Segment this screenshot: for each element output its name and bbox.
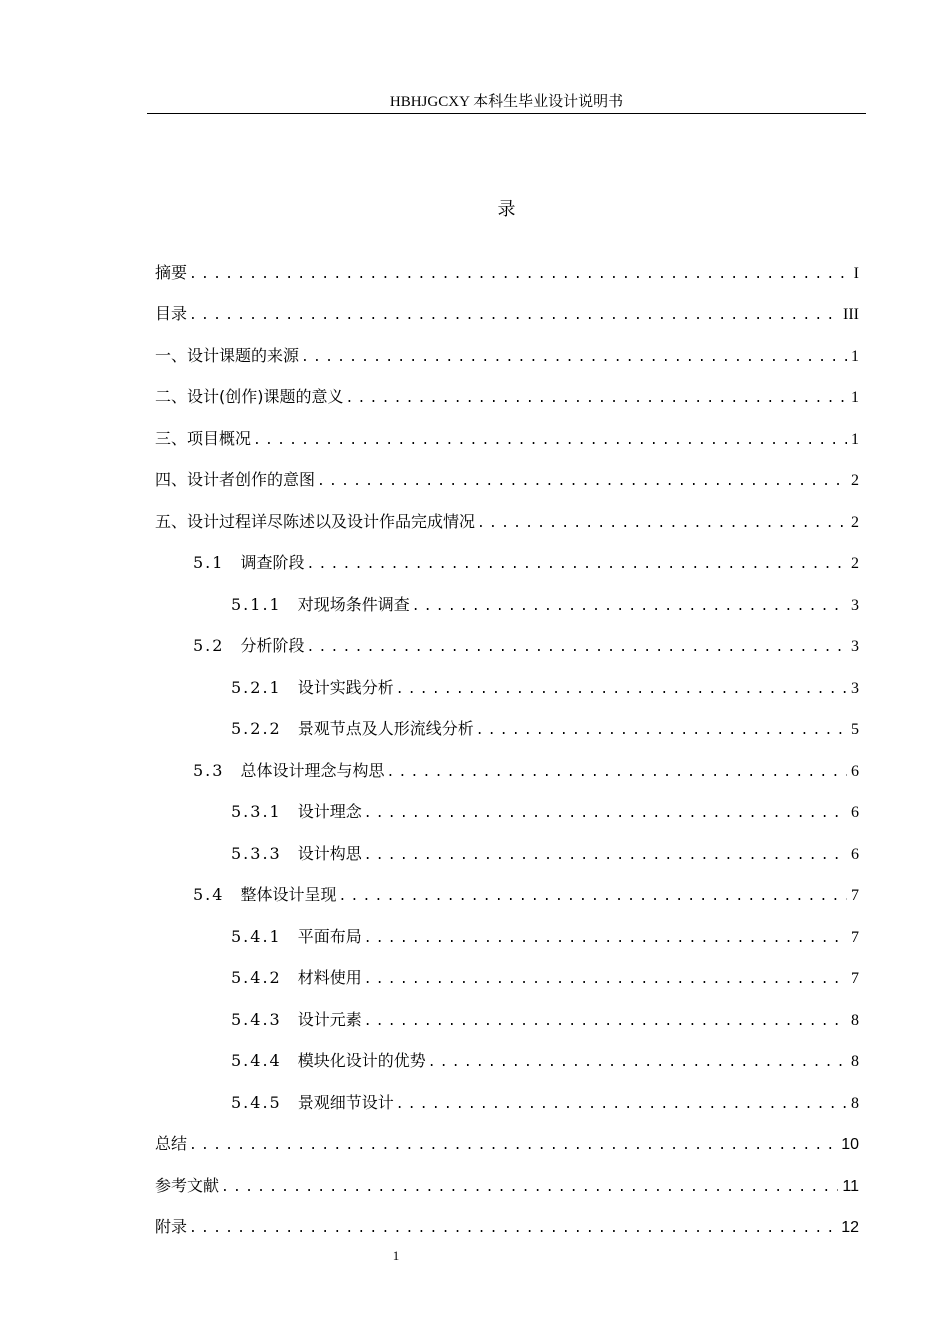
toc-page-number: 6 xyxy=(851,763,859,780)
toc-entry-label: 对现场条件调查 xyxy=(297,595,410,614)
dot-leader xyxy=(364,1009,847,1035)
page-header: HBHJGCXY 本科生毕业设计说明书 xyxy=(389,94,624,110)
toc-entry-label: 设计构思 xyxy=(297,844,362,863)
toc-page-number: III xyxy=(843,306,859,323)
toc-entry-section-3[interactable] xyxy=(155,426,859,452)
toc-entry-label: 目录 xyxy=(155,304,188,323)
dot-leader xyxy=(189,262,850,288)
toc-entry-label: 平面布局 xyxy=(297,927,362,946)
toc-entry-label: 设计元素 xyxy=(297,1010,362,1029)
toc-entry-label: 分析阶段 xyxy=(240,636,305,655)
toc-entry-5-4[interactable] xyxy=(155,882,859,908)
toc-page-number: 2 xyxy=(851,555,859,572)
toc-entry-label: 景观节点及人形流线分析 xyxy=(297,719,474,738)
toc-entry-5-1-1[interactable] xyxy=(155,592,859,618)
toc-entry-summary[interactable] xyxy=(155,1131,859,1157)
toc-entry-label: 设计实践分析 xyxy=(297,678,394,697)
dot-leader xyxy=(364,843,847,869)
toc-entry-5-2-1[interactable] xyxy=(155,675,859,701)
toc-section-number: 5.4.1 xyxy=(231,927,282,946)
dot-leader xyxy=(477,511,847,537)
toc-entry-label: 摘要 xyxy=(155,263,188,282)
dot-leader xyxy=(253,428,847,454)
toc-entry-label: 模块化设计的优势 xyxy=(297,1051,426,1070)
dot-leader xyxy=(189,1216,837,1242)
dot-leader xyxy=(428,1050,847,1076)
dot-leader xyxy=(412,594,847,620)
toc-section-number: 5.4.5 xyxy=(231,1093,282,1112)
dot-leader xyxy=(364,801,847,827)
toc-section-number: 5.3.1 xyxy=(231,802,282,821)
toc-entry-5-4-4[interactable] xyxy=(155,1048,859,1074)
dot-leader xyxy=(301,345,847,371)
toc-entry-5-4-2[interactable] xyxy=(155,965,859,991)
toc-page-number: 3 xyxy=(851,597,859,614)
toc-entry-5-3[interactable] xyxy=(155,758,859,784)
dot-leader xyxy=(221,1175,838,1201)
toc-page-number: 2 xyxy=(851,472,859,489)
toc-entry-label: 设计理念 xyxy=(297,802,362,821)
toc-entry-appendix[interactable] xyxy=(155,1214,859,1240)
toc-section-number: 5.4.2 xyxy=(231,968,282,987)
toc-page-number: 5 xyxy=(851,721,859,738)
toc-page-number: 8 xyxy=(851,1012,859,1029)
toc-entry-label: 附录 xyxy=(155,1217,188,1236)
dot-leader xyxy=(338,884,847,910)
dot-leader xyxy=(189,1133,837,1159)
toc-page-number: 7 xyxy=(851,929,859,946)
toc-entry-5-4-1[interactable] xyxy=(155,924,859,950)
toc-page-number: 6 xyxy=(851,804,859,821)
toc-entry-label: 参考文献 xyxy=(155,1176,220,1195)
toc-entry-label: 三、项目概况 xyxy=(155,429,252,448)
toc-page-number: 8 xyxy=(851,1053,859,1070)
dot-leader xyxy=(364,967,847,993)
toc-entry-5-2-2[interactable] xyxy=(155,716,859,742)
toc-entry-label: 材料使用 xyxy=(297,968,362,987)
dot-leader xyxy=(306,552,847,578)
dot-leader xyxy=(396,677,847,703)
toc-entry-5-4-5[interactable] xyxy=(155,1090,859,1116)
toc-page-number: 7 xyxy=(851,887,859,904)
toc-entry-section-5[interactable] xyxy=(155,509,859,535)
toc-title: 录 xyxy=(497,199,516,220)
header-divider xyxy=(147,113,866,114)
toc-page-number: 1 xyxy=(851,389,859,406)
toc-entry-label: 二、设计(创作)课题的意义 xyxy=(155,387,344,406)
toc-section-number: 5.2 xyxy=(193,636,225,655)
dot-leader xyxy=(306,635,847,661)
toc-section-number: 5.1.1 xyxy=(231,595,282,614)
toc-page-number: I xyxy=(853,265,859,282)
toc-entry-label: 总体设计理念与构思 xyxy=(240,761,385,780)
toc-page-number: 1 xyxy=(851,431,859,448)
toc-section-number: 5.4 xyxy=(193,885,225,904)
dot-leader xyxy=(317,469,847,495)
toc-entry-5-2[interactable] xyxy=(155,633,859,659)
toc-entry-label: 一、设计课题的来源 xyxy=(155,346,300,365)
dot-leader xyxy=(189,303,839,329)
toc-section-number: 5.1 xyxy=(193,553,225,572)
toc-entry-references[interactable] xyxy=(155,1173,859,1199)
toc-page-number: 12 xyxy=(841,1219,859,1236)
toc-entry-label: 整体设计呈现 xyxy=(240,885,337,904)
toc-entry-abstract[interactable] xyxy=(155,260,859,286)
toc-entry-label: 景观细节设计 xyxy=(297,1093,394,1112)
toc-page-number: 11 xyxy=(842,1178,859,1195)
dot-leader xyxy=(396,1092,847,1118)
toc-page-number: 7 xyxy=(851,970,859,987)
toc-page-number: 8 xyxy=(851,1095,859,1112)
dot-leader xyxy=(346,386,848,412)
dot-leader xyxy=(476,718,847,744)
toc-page-number: 6 xyxy=(851,846,859,863)
toc-entry-5-3-3[interactable] xyxy=(155,841,859,867)
toc-section-number: 5.2.2 xyxy=(231,719,282,738)
toc-entry-label: 四、设计者创作的意图 xyxy=(155,470,316,489)
toc-entry-section-1[interactable] xyxy=(155,343,859,369)
toc-section-number: 5.3 xyxy=(193,761,225,780)
toc-section-number: 5.3.3 xyxy=(231,844,282,863)
toc-page-number: 2 xyxy=(851,514,859,531)
toc-section-number: 5.2.1 xyxy=(231,678,282,697)
toc-entry-label: 调查阶段 xyxy=(240,553,305,572)
dot-leader xyxy=(386,760,847,786)
toc-entry-5-3-1[interactable] xyxy=(155,799,859,825)
toc-entry-5-1[interactable] xyxy=(155,550,859,576)
dot-leader xyxy=(364,926,847,952)
toc-entry-label: 五、设计过程详尽陈述以及设计作品完成情况 xyxy=(155,512,476,531)
toc-page-number: 10 xyxy=(841,1136,859,1153)
page-number-footer: 1 xyxy=(392,1248,400,1263)
toc-page-number: 1 xyxy=(851,348,859,365)
toc-entry-contents[interactable] xyxy=(155,301,859,327)
toc-page-number: 3 xyxy=(851,680,859,697)
toc-page-number: 3 xyxy=(851,638,859,655)
toc-entry-5-4-3[interactable] xyxy=(155,1007,859,1033)
toc-section-number: 5.4.3 xyxy=(231,1010,282,1029)
toc-entry-label: 总结 xyxy=(155,1134,188,1153)
toc-entry-section-4[interactable] xyxy=(155,467,859,493)
toc-section-number: 5.4.4 xyxy=(231,1051,282,1070)
toc-entry-section-2[interactable] xyxy=(155,384,859,410)
